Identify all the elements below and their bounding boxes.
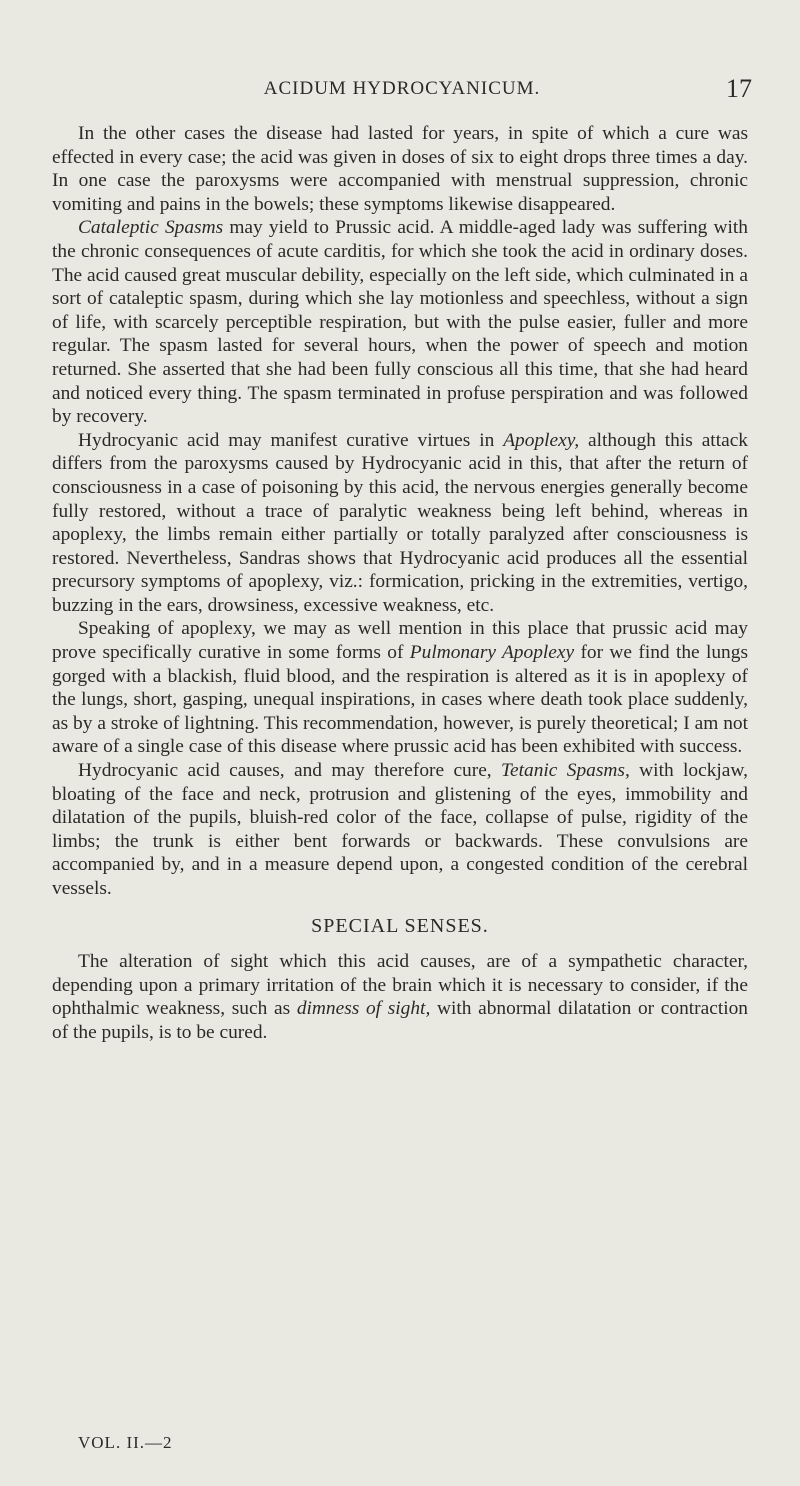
paragraph-1 bbox=[52, 122, 748, 216]
italic-term: Apoplexy, bbox=[503, 429, 580, 451]
text-run: In the other cases the disease had lasted for years, in spite of which a cure was effected in every case; the acid was given in doses of six to eight drops three times a day. In one case the paroxysms were accompanied with menstrual suppression, chronic vomiting and pains in the bowels; these symptoms likewise disappeared. bbox=[52, 123, 748, 215]
paragraph-4 bbox=[52, 617, 748, 759]
text-run: may yield to Prussic acid. A middle-aged lady was suffering with the chronic consequences of acute carditis, for which she took the acid in ordinary doses. The acid caused great muscular debility, especially on the left side, which culminated in a sort of cataleptic spasm, during which she lay motionless and speechless, without a sign of life, with scarcely perceptible respiration, but with the pulse easier, fuller and more regular. The spasm lasted for several hours, when the power of speech and motion returned. She asserted that she had been fully conscious all this time, that she had heard and noticed every thing. The spasm terminated in profuse perspiration and was followed by recovery. bbox=[52, 217, 749, 428]
italic-term: Tetanic Spasms, bbox=[501, 760, 630, 782]
text-run: Hydrocyanic acid causes, and may therefore cure, bbox=[78, 760, 502, 782]
text-run: Hydrocyanic acid may manifest curative virtues in bbox=[78, 429, 504, 451]
italic-term: dimness of sight, bbox=[296, 998, 431, 1020]
italic-term: Cataleptic Spasms bbox=[78, 217, 224, 239]
page-number: 17 bbox=[726, 74, 752, 103]
signature-mark: VOL. II.—2 bbox=[78, 1433, 173, 1452]
paragraph-5 bbox=[52, 759, 748, 901]
text-run: Speaking of apoplexy, we may as well mention in this place that prussic acid may prove specifically curative in some forms of bbox=[52, 618, 748, 664]
text-run: The alteration of sight which this acid causes, are of a sympathetic character, depending upon a primary irritation of the brain which it is necessary to consider, if the ophthalmic weakness, such as bbox=[52, 951, 748, 1020]
paragraph-3 bbox=[52, 429, 748, 618]
running-title: ACIDUM HYDROCYANICUM. bbox=[263, 78, 541, 99]
paragraph-2 bbox=[52, 216, 748, 428]
text-run: although this attack differs from the paroxysms caused by Hydrocyanic acid in this, that after the return of consciousness in a case of poisoning by this acid, the nervous energies generally become fully restored, without a trace of paralytic weakness being left behind, whereas in apoplexy, the limbs remain either partially or totally paralyzed after consciousness is restored. Nevertheless, Sandras shows that Hydrocyanic acid produces all the essential precursory symptoms of apoplexy, viz.: formication, pricking in the extremities, vertigo, buzzing in the ears, drowsiness, excessive weakness, etc. bbox=[52, 429, 748, 616]
running-head bbox=[52, 74, 752, 106]
italic-term: Pulmonary Apoplexy bbox=[409, 642, 575, 664]
text-run: with lockjaw, bloating of the face and neck, protrusion and glistening of the eyes, immobility and dilatation of the pupils, bluish-red color of the face, collapse of pulse, rigidity of the limbs; the trunk is either bent forwards or backwards. These convulsions are accompanied by, and in a measure depend upon, a congested condition of the cerebral vessels. bbox=[52, 760, 748, 899]
text-run: with abnormal dilatation or contraction of the pupils, is to be cured. bbox=[52, 998, 748, 1043]
section-heading: SPECIAL SENSES. bbox=[311, 914, 489, 937]
body-text bbox=[52, 122, 748, 1045]
paragraph-6 bbox=[52, 950, 748, 1044]
text-run: for we find the lungs gorged with a blackish, fluid blood, and the respiration is altered as it is in apoplexy of the lungs, short, gasping, unequal inspirations, in cases where death took place suddenly, as by a stroke of lightning. This recommendation, however, is purely theoretical; I am not aware of a single case of this disease where prussic acid has been exhibited with success. bbox=[52, 642, 748, 758]
